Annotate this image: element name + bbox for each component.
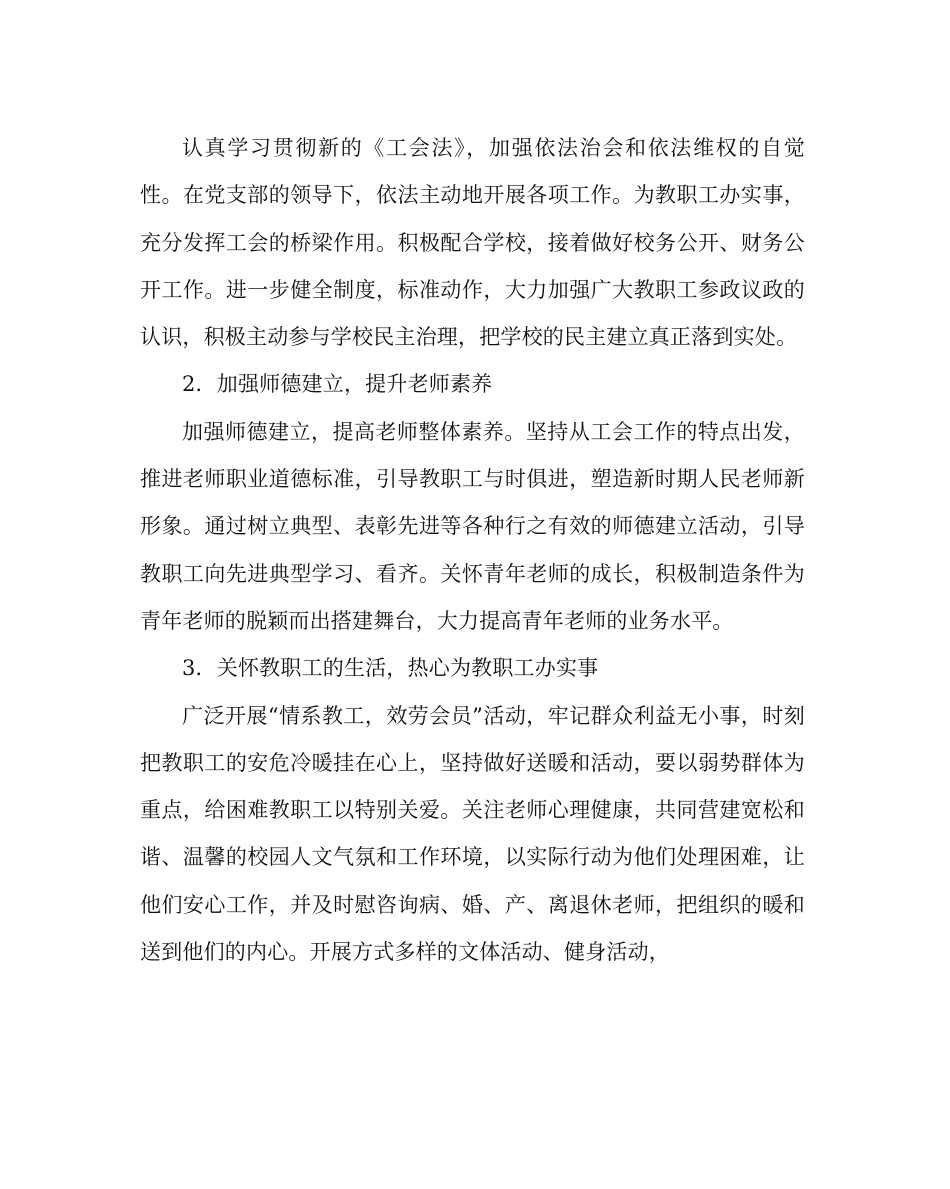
paragraph-teacher-ethics: 加强师德建立，提高老师整体素养。坚持从工会工作的特点出发，推进老师职业道德标准，引导教职工与时俱进，塑造新时期人民老师新形象。通过树立典型、表彰先进等各种行之有效的师德建立活动，引导教职工向先进典型学习、看齐。关怀青年老师的成长，积极制造条件为青年老师的脱颖而出搭建舞台，大力提高青年老师的业务水平。 <box>140 419 805 633</box>
paragraph-staff-welfare: 广泛开展“情系教工，效劳会员”活动，牢记群众利益无小事，时刻把教职工的安危冷暖挂在心上，坚持做好送暖和活动，要以弱势群体为重点，给困难教职工以特别关爱。关注老师心理健康，共同营建宽松和谐、温馨的校园人文气氛和工作环境，以实际行动为他们处理困难，让他们安心工作，并及时慰咨询病、婚、产、离退休老师，把组织的暖和送到他们的内心。开展方式多样的文体活动、健身活动， <box>140 703 805 965</box>
section-heading-staff-welfare: 3．关怀教职工的生活，热心为教职工办实事 <box>182 656 599 681</box>
section-heading-teacher-ethics: 2．加强师德建立，提升老师素养 <box>182 372 493 397</box>
document-body <box>140 125 805 976</box>
paragraph-union-law: 认真学习贯彻新的《工会法》，加强依法治会和依法维权的自觉性。在党支部的领导下，依法主动地开展各项工作。为教职工办实事，充分发挥工会的桥梁作用。积极配合学校，接着做好校务公开、财务公开工作。进一步健全制度，标准动作，大力加强广大教职工参政议政的认识，积极主动参与学校民主治理，把学校的民主建立真正落到实处。 <box>140 136 805 350</box>
